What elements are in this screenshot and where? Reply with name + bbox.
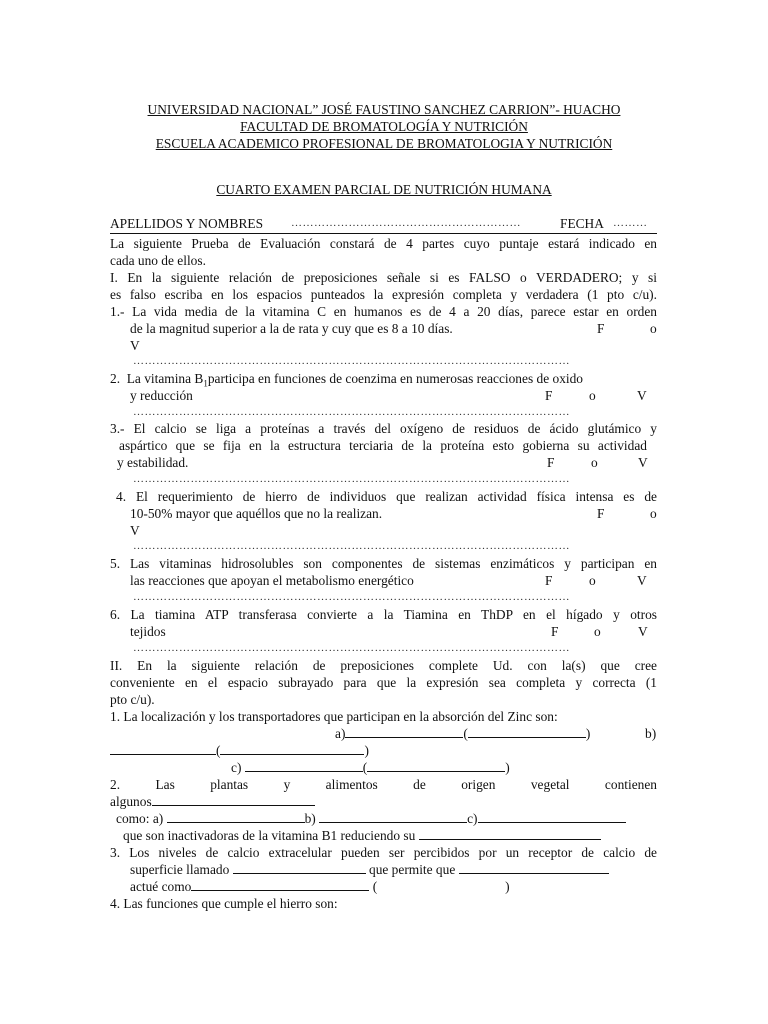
- q5-false-option[interactable]: F: [545, 573, 553, 588]
- exam-title: CUARTO EXAMEN PARCIAL DE NUTRICIÓN HUMANA: [216, 182, 552, 197]
- q3-answer-line[interactable]: ……………………………………………………………………………………………………: [133, 473, 570, 485]
- q5-line-1: 5. Las vitaminas hidrosolubles son componentes de sistemas enzimáticos y participan en: [110, 556, 657, 571]
- p2-q1-b-blank[interactable]: [110, 742, 216, 755]
- q3-or: o: [591, 455, 598, 470]
- p2-q3-line-1: 3. Los niveles de calcio extracelular pueden ser percibidos por un receptor de calcio de: [110, 845, 657, 860]
- university-title: UNIVERSIDAD NACIONAL” JOSÉ FAUSTINO SANCHEZ CARRION”- HUACHO: [147, 102, 621, 117]
- q3-line-2: aspártico que se fija en la estructura terciaria de la proteína esto gobierna su actividad: [119, 438, 647, 453]
- p2-q2-blank-1[interactable]: [152, 793, 315, 806]
- p2-q2-line-1: 2. Las plantas y alimentos de origen vegetal contienen: [110, 777, 657, 792]
- q1-or: o: [650, 321, 657, 336]
- p2-q3-blank-1[interactable]: [233, 861, 366, 874]
- intro-line-1: La siguiente Prueba de Evaluación constará de 4 partes cuyo puntaje estará indicado en: [110, 236, 657, 251]
- school-title: ESCUELA ACADEMICO PROFESIONAL DE BROMATOLOGIA Y NUTRICIÓN: [155, 136, 613, 151]
- q6-line-1: 6. La tiamina ATP transferasa convierte a la Tiamina en ThDP en el hígado y otros: [110, 607, 657, 622]
- q4-line-2: 10-50% mayor que aquéllos que no la realizan.: [130, 506, 383, 521]
- q6-line-2: tejidos: [130, 624, 166, 639]
- p2-q1-line-1: 1. La localización y los transportadores que participan en la absorción del Zinc son:: [110, 709, 558, 724]
- p2-q1-c-blank[interactable]: [245, 759, 363, 772]
- p2-q2-blank-c[interactable]: [478, 810, 626, 823]
- p2-q1-a-blank[interactable]: [345, 725, 463, 738]
- q6-or: o: [594, 624, 601, 639]
- q3-false-option[interactable]: F: [547, 455, 555, 470]
- p2-q3-blank-3[interactable]: [191, 878, 369, 891]
- q1-true-option[interactable]: V: [130, 338, 140, 353]
- q1-line-2: de la magnitud superior a la de rata y cuy que es 8 a 10 días.: [130, 321, 453, 336]
- q3-line-3: y estabilidad.: [117, 455, 189, 470]
- part2-heading-3: pto c/u).: [110, 692, 155, 707]
- q6-true-option[interactable]: V: [638, 624, 648, 639]
- name-label: APELLIDOS Y NOMBRES: [110, 216, 264, 231]
- q5-or: o: [589, 573, 596, 588]
- p2-q2-blank-b[interactable]: [319, 810, 467, 823]
- part1-heading-1: I. En la siguiente relación de preposiciones señale si es FALSO o VERDADERO; y si: [110, 270, 657, 285]
- q2-or: o: [589, 388, 596, 403]
- q6-false-option[interactable]: F: [551, 624, 559, 639]
- p2-q3-blank-2[interactable]: [459, 861, 609, 874]
- p2-q2-blank-4[interactable]: [419, 827, 601, 840]
- p2-q3-line-3: actué como ( ): [130, 879, 510, 894]
- q1-line-1: 1.- La vida media de la vitamina C en humanos es de 4 a 20 días, parece estar en orden: [110, 304, 657, 319]
- q2-true-option[interactable]: V: [637, 388, 647, 403]
- p2-q2-line-3: como: a) b) c): [116, 810, 626, 827]
- date-field[interactable]: ………: [613, 217, 648, 229]
- q3-true-option[interactable]: V: [638, 455, 648, 470]
- part1-heading-2: es falso escriba en los espacios punteados la expresión completa y verdadera (1 pto c/u).: [110, 287, 657, 302]
- q5-line-2: las reacciones que apoyan el metabolismo energético: [130, 573, 414, 588]
- p2-q2-blank-a[interactable]: [167, 810, 305, 823]
- q2-line-2: y reducción: [130, 388, 193, 403]
- part2-heading-2: conveniente en el espacio subrayado para que la expresión sea completa y correcta (1: [110, 675, 657, 690]
- q2-answer-line[interactable]: ……………………………………………………………………………………………………: [133, 406, 570, 418]
- q5-true-option[interactable]: V: [637, 573, 647, 588]
- q4-true-option[interactable]: V: [130, 523, 140, 538]
- q6-answer-line[interactable]: ……………………………………………………………………………………………………: [133, 642, 570, 654]
- p2-q1-option-b-label: b): [645, 726, 657, 741]
- header-divider: [110, 233, 657, 234]
- q4-false-option[interactable]: F: [597, 506, 605, 521]
- q1-answer-line[interactable]: ……………………………………………………………………………………………………: [133, 355, 570, 367]
- p2-q2-line-2: algunos: [110, 793, 315, 810]
- date-label: FECHA: [560, 216, 604, 231]
- p2-q3-line-2: superficie llamado que permite que: [130, 861, 609, 878]
- q4-answer-line[interactable]: ……………………………………………………………………………………………………: [133, 540, 570, 552]
- q4-or: o: [650, 506, 657, 521]
- name-field[interactable]: ……………………………………………………: [291, 217, 521, 229]
- intro-line-2: cada uno de ellos.: [110, 253, 206, 268]
- p2-q1-option-b: ( ): [110, 742, 369, 759]
- q5-answer-line[interactable]: ……………………………………………………………………………………………………: [133, 591, 570, 603]
- p2-q2-line-4: que son inactivadoras de la vitamina B1 reduciendo su: [123, 827, 601, 844]
- q3-line-1: 3.- El calcio se liga a proteínas a través del oxígeno de residuos de ácido glutámico y: [110, 421, 657, 436]
- p2-q1-option-c: c) ( ): [231, 760, 510, 775]
- q4-line-1: 4. El requerimiento de hierro de individuos que realizan actividad física intensa es de: [116, 489, 657, 504]
- q2-false-option[interactable]: F: [545, 388, 553, 403]
- p2-q4-line-1: 4. Las funciones que cumple el hierro son:: [110, 896, 338, 911]
- q1-false-option[interactable]: F: [597, 321, 605, 336]
- part2-heading-1: II. En la siguiente relación de preposiciones complete Ud. con la(s) que cree: [110, 658, 657, 673]
- q2-line-1: 2. La vitamina $B_1participa$ en funciones de coenzima en numerosas reacciones de oxido: [110, 371, 583, 389]
- p2-q1-b-paren-blank[interactable]: [220, 742, 364, 755]
- p2-q1-a-paren-blank[interactable]: [468, 725, 586, 738]
- p2-q1-c-paren-blank[interactable]: [367, 759, 505, 772]
- faculty-title: FACULTAD DE BROMATOLOGÍA Y NUTRICIÓN: [240, 119, 528, 134]
- p2-q1-option-a: a) ( ): [335, 726, 591, 741]
